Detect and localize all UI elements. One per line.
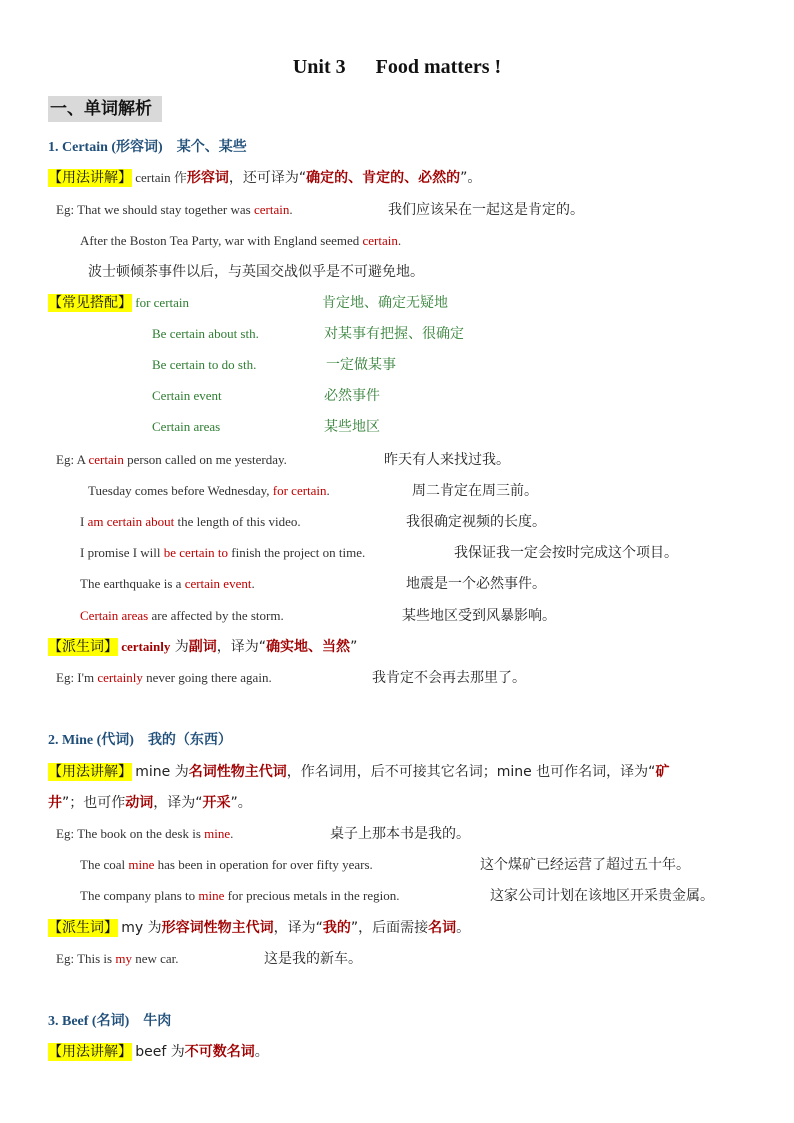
- usage-highlight: 形容词: [186, 170, 229, 186]
- example-keyword: be certain to: [163, 545, 229, 560]
- collocation-en: Be certain about sth.: [152, 326, 259, 341]
- usage-tag: 【用法讲解】: [48, 170, 132, 186]
- word-heading-en: 1. Certain (形容词): [48, 140, 163, 155]
- example-en: The company plans to: [80, 888, 199, 903]
- example-en: .: [251, 576, 255, 591]
- word-heading-en: 3. Beef (名词): [48, 1014, 130, 1029]
- usage-text: certain 作: [135, 170, 187, 185]
- example-keyword: certain: [88, 452, 124, 467]
- example-line: [88, 481, 330, 501]
- collocation-zh: 对某事有把握、很确定: [324, 326, 464, 342]
- derivative-text: 为: [170, 639, 189, 655]
- collocation-en: Certain event: [152, 388, 222, 403]
- example-en: I promise I will: [80, 545, 164, 560]
- usage-highlight: 不可数名词: [184, 1044, 255, 1060]
- example-en: person called on me yesterday.: [123, 452, 287, 467]
- collocation-line: [48, 293, 189, 313]
- example-zh: 波士顿倾茶事件以后，与英国交战似乎是不可避免地。: [88, 264, 424, 280]
- usage-text: mine 为: [135, 764, 189, 780]
- example-en: never going there again.: [142, 670, 272, 685]
- example-en: After the Boston Tea Party, war with England seemed: [80, 233, 363, 248]
- example-keyword: certain: [362, 233, 398, 248]
- example-zh: 昨天有人来找过我。: [384, 452, 510, 468]
- usage-highlight: 矿: [655, 764, 670, 780]
- example-keyword: mine: [198, 888, 225, 903]
- example-en: Eg: The book on the desk is: [56, 826, 205, 841]
- example-zh: 地震是一个必然事件。: [406, 576, 546, 592]
- usage-text: ，还可译为“: [228, 170, 307, 186]
- example-en: I: [80, 514, 88, 529]
- example-line: [80, 512, 301, 532]
- example-zh: 我们应该呆在一起这是肯定的。: [388, 202, 584, 218]
- example-zh: 这是我的新车。: [264, 951, 362, 967]
- usage-line: [48, 793, 252, 813]
- example-zh: 这家公司计划在该地区开采贵金属。: [490, 888, 714, 904]
- collocation-en: Be certain to do sth.: [152, 357, 257, 372]
- example-en: Eg: This is: [56, 951, 116, 966]
- collocation-en: for certain: [135, 295, 190, 310]
- example-keyword: certain event: [184, 576, 252, 591]
- example-en: The earthquake is a: [80, 576, 185, 591]
- usage-text: beef 为: [135, 1044, 185, 1060]
- example-en: The coal: [80, 857, 129, 872]
- derivative-text: ”: [350, 639, 358, 655]
- example-en: Eg: I'm: [56, 670, 98, 685]
- example-en: Eg: That we should stay together was: [56, 202, 254, 217]
- usage-highlight: 开采: [202, 795, 231, 811]
- collocation-zh: 某些地区: [324, 419, 380, 435]
- usage-highlight: 名词性物主代词: [188, 764, 287, 780]
- example-keyword: Certain areas: [80, 608, 149, 623]
- example-en: Eg: A: [56, 452, 89, 467]
- derivative-tag: 【派生词】: [48, 639, 118, 655]
- page-title: Unit 3 Food matters !: [292, 56, 502, 78]
- example-en: .: [289, 202, 293, 217]
- example-zh: 周二肯定在周三前。: [412, 483, 538, 499]
- example-zh: 我肯定不会再去那里了。: [372, 670, 526, 686]
- example-line: [80, 231, 401, 251]
- usage-tag: 【用法讲解】: [48, 764, 132, 780]
- usage-highlight: 确定的、肯定的、必然的: [306, 170, 461, 186]
- usage-line: [48, 762, 669, 782]
- example-en: .: [397, 233, 402, 248]
- collocation-en: Certain areas: [152, 419, 221, 434]
- example-line: [80, 886, 400, 906]
- example-line: [56, 949, 179, 969]
- word-heading-certain: [48, 137, 247, 158]
- derivative-highlight: 名词: [428, 920, 457, 936]
- word-heading-zh: 某个、某些: [176, 139, 247, 155]
- example-zh: 某些地区受到风暴影响。: [402, 608, 556, 624]
- derivative-text: 。: [456, 920, 471, 936]
- example-en: new car.: [131, 951, 179, 966]
- derivative-text: ，译为“: [273, 920, 323, 936]
- word-heading-zh: 我的（东西）: [147, 732, 232, 748]
- usage-line: [48, 1042, 269, 1062]
- example-en: finish the project on time.: [228, 545, 366, 560]
- derivative-highlight: 形容词性物主代词: [161, 920, 274, 936]
- collocation-tag: 【常见搭配】: [48, 295, 132, 311]
- example-keyword: my: [115, 951, 132, 966]
- example-keyword: certainly: [97, 670, 143, 685]
- example-en: Tuesday comes before Wednesday,: [88, 483, 273, 498]
- collocation-zh: 一定做某事: [326, 357, 396, 373]
- example-keyword: am certain about: [87, 514, 175, 529]
- example-keyword: mine: [204, 826, 231, 841]
- usage-text: ，作名词用，后不可接其它名词；mine 也可作名词，译为“: [286, 764, 656, 780]
- example-line: [56, 668, 272, 688]
- usage-highlight: 井: [48, 795, 62, 811]
- example-keyword: mine: [128, 857, 155, 872]
- derivative-word: certainly: [121, 639, 171, 654]
- derivative-line: [48, 918, 470, 938]
- usage-text: 。: [254, 1044, 269, 1060]
- example-en: for precious metals in the region.: [224, 888, 400, 903]
- derivative-text: my 为: [121, 920, 162, 936]
- example-keyword: certain: [253, 202, 290, 217]
- example-zh: 我保证我一定会按时完成这个项目。: [454, 545, 678, 561]
- example-line: [80, 574, 255, 594]
- example-en: the length of this video.: [174, 514, 301, 529]
- usage-line: [48, 168, 481, 188]
- word-heading-en: 2. Mine (代词): [48, 733, 134, 748]
- example-keyword: for certain: [272, 483, 327, 498]
- usage-text: ”。: [460, 170, 482, 186]
- derivative-text: ，译为“: [216, 639, 267, 655]
- example-en: .: [326, 483, 330, 498]
- example-en: .: [230, 826, 234, 841]
- example-line: [80, 606, 284, 626]
- usage-text: ”；也可作: [62, 795, 126, 811]
- example-en: are affected by the storm.: [148, 608, 284, 623]
- example-line: [80, 855, 373, 875]
- word-heading-zh: 牛肉: [143, 1013, 172, 1029]
- collocation-zh: 必然事件: [324, 388, 380, 404]
- usage-text: ，译为“: [153, 795, 203, 811]
- example-line: [56, 824, 233, 844]
- word-heading-beef: [48, 1011, 171, 1032]
- example-zh: 这个煤矿已经运营了超过五十年。: [480, 857, 690, 873]
- usage-highlight: 动词: [125, 795, 154, 811]
- derivative-highlight: 副词: [188, 639, 217, 655]
- example-en: has been in operation for over fifty years.: [154, 857, 373, 872]
- derivative-line: [48, 637, 357, 657]
- example-zh: 桌子上那本书是我的。: [330, 826, 470, 842]
- word-heading-mine: [48, 730, 232, 751]
- section-heading: 一、单词解析: [48, 96, 162, 122]
- derivative-tag: 【派生词】: [48, 920, 118, 936]
- derivative-text: ”，后面需接: [350, 920, 429, 936]
- collocation-zh: 肯定地、确定无疑地: [322, 295, 448, 311]
- usage-text: ”。: [230, 795, 252, 811]
- derivative-highlight: 我的: [322, 920, 351, 936]
- example-line: [80, 543, 365, 563]
- example-line: [56, 200, 293, 220]
- example-line: [56, 450, 287, 470]
- usage-tag: 【用法讲解】: [48, 1044, 132, 1060]
- example-zh: 我很确定视频的长度。: [406, 514, 546, 530]
- derivative-highlight: 确实地、当然: [266, 639, 351, 655]
